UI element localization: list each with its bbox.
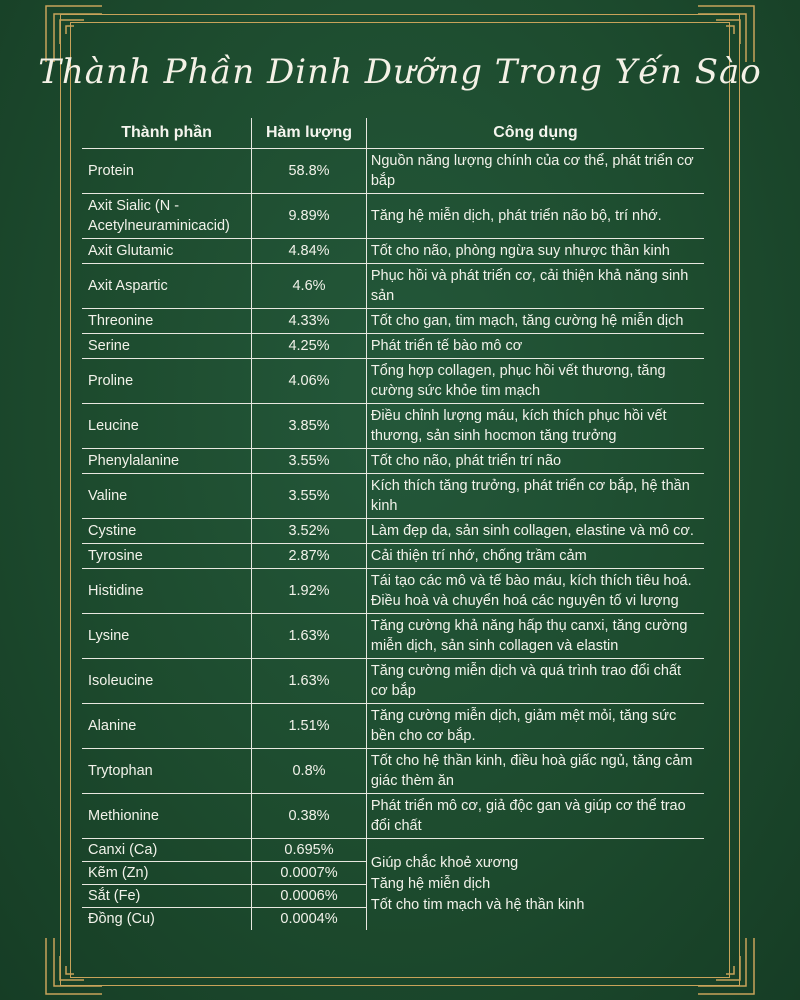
mineral-row <box>82 839 704 862</box>
table-row <box>82 309 704 334</box>
table-row <box>82 474 704 519</box>
header-ingredient: Thành phần <box>121 124 212 141</box>
use-cell: Tăng cường khả năng hấp thụ canxi, tăng cường miễn dịch, sản sinh collagen và elastin <box>370 618 688 654</box>
minerals-body <box>82 839 704 931</box>
content-cell: 4.84% <box>252 239 367 264</box>
use-cell: Tốt cho gan, tim mạch, tăng cường hệ miễn dịch <box>370 313 684 329</box>
header-content: Hàm lượng <box>252 118 367 149</box>
content-cell: 9.89% <box>252 194 367 239</box>
content-cell: 0.38% <box>252 794 367 839</box>
mineral-name-cell: Canxi (Ca) <box>88 842 158 858</box>
ingredient-cell: Tyrosine <box>88 548 143 564</box>
mineral-use-line: Tốt cho tim mạch và hệ thần kinh <box>370 897 585 913</box>
ingredient-cell: Methionine <box>88 808 159 824</box>
mineral-use-line: Tăng hệ miễn dịch <box>370 876 491 892</box>
corner-ornament-icon <box>696 936 756 996</box>
ingredient-cell: Isoleucine <box>88 673 154 689</box>
table-row <box>82 544 704 569</box>
use-cell: Tổng hợp collagen, phục hồi vết thương, tăng cường sức khỏe tim mạch <box>370 363 666 399</box>
ingredient-cell: Proline <box>88 373 134 389</box>
table-row <box>82 149 704 194</box>
ingredient-cell: Threonine <box>88 313 154 329</box>
use-cell: Tốt cho não, phát triển trí não <box>370 453 562 469</box>
table-row <box>82 704 704 749</box>
content-cell: 4.6% <box>252 264 367 309</box>
use-cell: Tăng hệ miễn dịch, phát triển não bộ, trí nhớ. <box>370 208 662 224</box>
ingredient-cell: Serine <box>88 338 130 354</box>
ingredient-cell: Cystine <box>88 523 137 539</box>
ingredient-cell: Leucine <box>88 418 139 434</box>
nutrition-table <box>82 118 704 930</box>
ingredient-cell: Alanine <box>88 718 137 734</box>
use-cell: Phát triển mô cơ, giả độc gan và giúp cơ thể trao đổi chất <box>370 798 686 834</box>
table-row <box>82 194 704 239</box>
content-cell: 4.06% <box>252 359 367 404</box>
ingredient-cell: Axit Glutamic <box>88 243 174 259</box>
use-cell: Kích thích tăng trưởng, phát triển cơ bắp, hệ thần kinh <box>370 478 690 514</box>
content-cell: 1.51% <box>252 704 367 749</box>
table-row <box>82 749 704 794</box>
ingredient-cell: Protein <box>88 163 134 179</box>
table-row <box>82 334 704 359</box>
ingredient-cell: Axit Aspartic <box>88 278 168 294</box>
content-cell: 4.33% <box>252 309 367 334</box>
mineral-use-cell <box>366 839 704 931</box>
table-row <box>82 449 704 474</box>
table-row <box>82 264 704 309</box>
table-row <box>82 659 704 704</box>
mineral-value-cell: 0.0004% <box>252 908 367 931</box>
content-cell: 4.25% <box>252 334 367 359</box>
content-cell: 3.52% <box>252 519 367 544</box>
mineral-name-cell: Kẽm (Zn) <box>88 865 149 881</box>
mineral-value-cell: 0.695% <box>252 839 367 862</box>
use-cell: Tăng cường miễn dịch, giảm mệt mỏi, tăng sức bền cho cơ bắp. <box>370 708 677 744</box>
mineral-use-line: Giúp chắc khoẻ xương <box>370 855 519 871</box>
corner-ornament-icon <box>44 936 104 996</box>
table-row <box>82 239 704 264</box>
table-row <box>82 569 704 614</box>
table-row <box>82 519 704 544</box>
content-cell: 3.55% <box>252 474 367 519</box>
use-cell: Phát triển tế bào mô cơ <box>370 338 523 354</box>
table-row <box>82 794 704 839</box>
use-cell: Nguồn năng lượng chính của cơ thể, phát triển cơ bắp <box>370 153 694 189</box>
table-row <box>82 614 704 659</box>
content-cell: 3.55% <box>252 449 367 474</box>
content-cell: 1.92% <box>252 569 367 614</box>
mineral-value-cell: 0.0006% <box>252 885 367 908</box>
content-cell: 58.8% <box>252 149 367 194</box>
content-cell: 1.63% <box>252 614 367 659</box>
content-cell: 1.63% <box>252 659 367 704</box>
ingredient-cell: Axit Sialic (N - Acetylneuraminicacid) <box>88 198 230 234</box>
use-cell: Làm đẹp da, sản sinh collagen, elastine và mô cơ. <box>370 523 694 539</box>
content-cell: 3.85% <box>252 404 367 449</box>
ingredient-cell: Lysine <box>88 628 130 644</box>
use-cell: Tốt cho hệ thần kinh, điều hoà giấc ngủ, tăng cảm giác thèm ăn <box>370 753 693 789</box>
content-cell: 0.8% <box>252 749 367 794</box>
ingredient-cell: Phenylalanine <box>88 453 180 469</box>
use-cell: Phục hồi và phát triển cơ, cải thiện khả năng sinh sản <box>370 268 689 304</box>
table-header-row <box>82 118 704 149</box>
mineral-value-cell: 0.0007% <box>252 862 367 885</box>
table-row <box>82 404 704 449</box>
table-row <box>82 359 704 404</box>
use-cell: Cải thiện trí nhớ, chống trầm cảm <box>370 548 587 564</box>
ingredient-cell: Histidine <box>88 583 144 599</box>
content-cell: 2.87% <box>252 544 367 569</box>
table-body <box>82 149 704 839</box>
use-cell: Tăng cường miễn dịch và quá trình trao đổi chất cơ bắp <box>370 663 682 699</box>
mineral-name-cell: Sắt (Fe) <box>88 888 141 904</box>
use-cell: Điều chỉnh lượng máu, kích thích phục hồi vết thương, sản sinh hocmon tăng trưởng <box>370 408 667 444</box>
header-use: Công dụng <box>493 124 578 141</box>
page-title: Thành Phần Dinh Dưỡng Trong Yến Sào <box>38 52 762 92</box>
ingredient-cell: Valine <box>88 488 128 504</box>
use-cell: Tốt cho não, phòng ngừa suy nhược thần kinh <box>370 243 670 259</box>
ingredient-cell: Trytophan <box>88 763 153 779</box>
use-cell: Tái tạo các mô và tế bào máu, kích thích tiêu hoá. Điều hoà và chuyển hoá các nguyên tố vi lượng <box>370 573 692 609</box>
mineral-name-cell: Đồng (Cu) <box>88 911 155 927</box>
